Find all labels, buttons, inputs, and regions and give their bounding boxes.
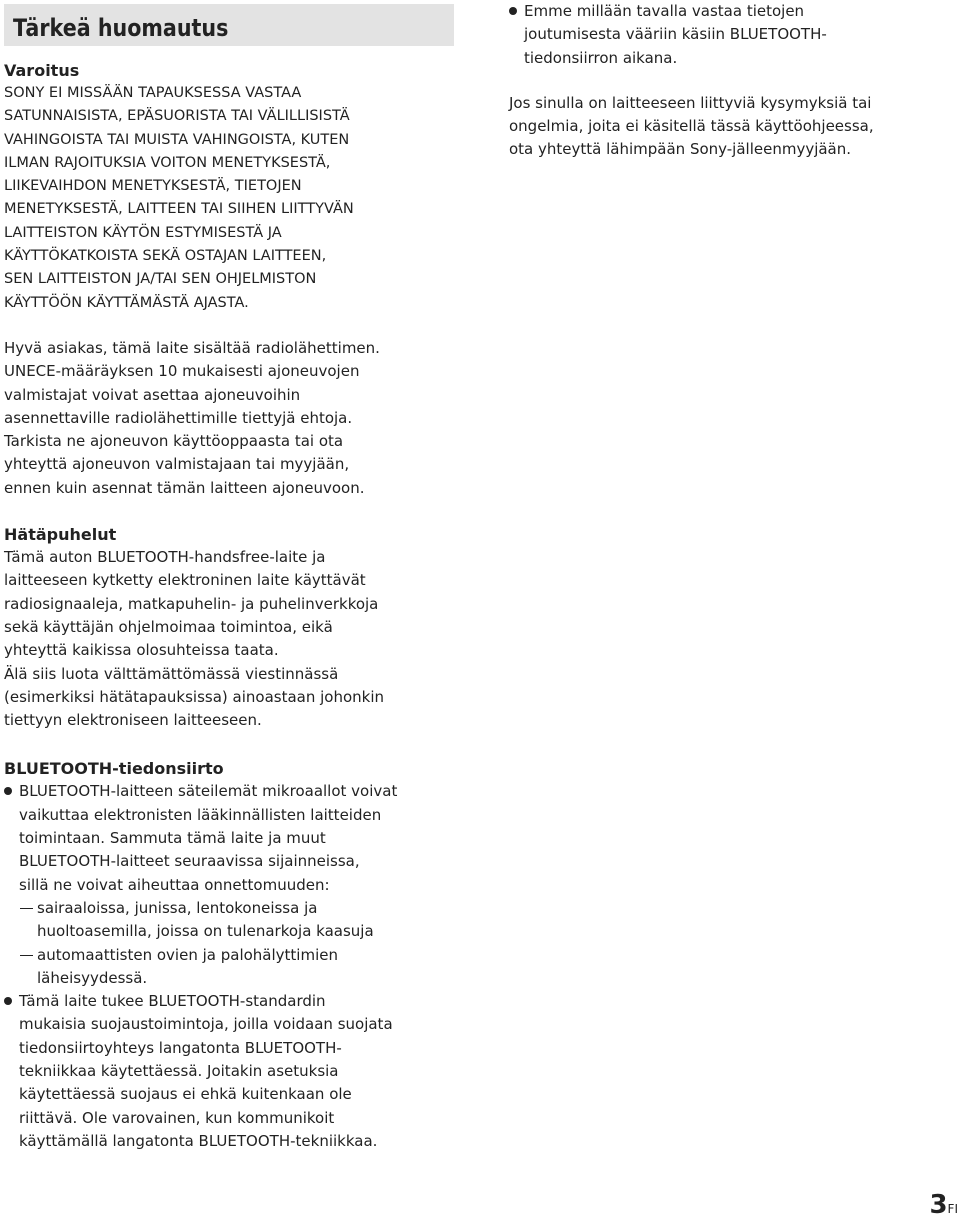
text-line: sekä käyttäjän ohjelmoimaa toimintoa, eikä [4, 617, 333, 636]
text-line: SATUNNAISISTA, EPÄSUORISTA TAI VÄLILLISISTÄ [4, 108, 350, 125]
text-line: tiedonsiirtoyhteys langatonta BLUETOOTH- [19, 1038, 342, 1057]
text-line: ota yhteyttä lähimpään Sony-jälleenmyyjään. [509, 140, 852, 159]
text-line: Tarkista ne ajoneuvon käyttöoppaasta tai ota [4, 432, 344, 451]
text-line: Tämä auton BLUETOOTH-handsfree-laite ja [4, 548, 326, 567]
text-line: mukaisia suojaustoimintoja, joilla voidaan suojata [19, 1015, 393, 1034]
text-line: yhteyttä ajoneuvon valmistajaan tai myyjään, [4, 455, 350, 474]
text-line: SEN LAITTEISTON JA/TAI SEN OHJELMISTON [4, 271, 317, 288]
text-line: vaikuttaa elektronisten lääkinnällisten laitteiden [19, 805, 382, 824]
bullet-item [4, 780, 454, 896]
text-line: käyttämällä langatonta BLUETOOTH-tekniikkaa. [19, 1131, 378, 1150]
text-line: UNECE-määräyksen 10 mukaisesti ajoneuvojen [4, 362, 360, 381]
text-line: LIIKEVAIHDON MENETYKSESTÄ, TIETOJEN [4, 178, 302, 195]
bullet-item [4, 990, 454, 1153]
text-line: SONY EI MISSÄÄN TAPAUKSESSA VASTAA [4, 85, 302, 101]
bluetooth-heading: BLUETOOTH-tiedonsiirto [4, 759, 224, 779]
text-line: KÄYTTÖKATKOISTA SEKÄ OSTAJAN LAITTEEN, [4, 248, 327, 265]
page-number [929, 1190, 958, 1220]
left-column [4, 60, 454, 1153]
warning-text [4, 82, 454, 315]
text-line: Emme millään tavalla vastaa tietojen [524, 2, 805, 20]
emergency-text [4, 546, 454, 732]
text-line: toimintaan. Sammuta tämä laite ja muut [19, 829, 326, 848]
text-line: Tämä laite tukee BLUETOOTH-standardin [19, 992, 326, 1011]
text-line: asennettaville radiolähettimille tiettyjä ehtoja. [4, 408, 353, 427]
text-line: käytettäessä suojaus ei ehkä kuitenkaan ole [19, 1085, 352, 1104]
page-number-value: 3 [929, 1190, 948, 1220]
text-line: yhteyttä kaikissa olosuhteissa taata. [4, 641, 279, 660]
text-line: BLUETOOTH-laitteet seuraavissa sijainneissa, [19, 852, 360, 871]
page-language-code: FI [947, 1202, 958, 1216]
dash-item [4, 944, 454, 991]
text-line: MENETYKSESTÄ, LAITTEEN TAI SIIHEN LIITTYVÄN [4, 201, 354, 218]
warning-section [4, 60, 454, 315]
text-line: LAITTEISTON KÄYTÖN ESTYMISESTÄ JA [4, 224, 282, 241]
text-line: KÄYTTÖÖN KÄYTTÄMÄSTÄ AJASTA. [4, 294, 249, 311]
text-line: valmistajat voivat asettaa ajoneuvoihin [4, 385, 301, 404]
text-line: ongelmia, joita ei käsitellä tässä käyttöohjeessa, [509, 117, 874, 136]
text-line: VAHINGOISTA TAI MUISTA VAHINGOISTA, KUTEN [4, 131, 350, 148]
contact-note [509, 92, 954, 162]
emergency-heading: Hätäpuhelut [4, 525, 117, 545]
text-line: radiosignaaleja, matkapuhelin- ja puhelinverkkoja [4, 594, 379, 613]
text-line: sairaaloissa, junissa, lentokoneissa ja [37, 898, 318, 917]
text-line: automaattisten ovien ja palohälyttimien [37, 945, 338, 964]
warning-heading: Varoitus [4, 61, 80, 80]
text-line: ILMAN RAJOITUKSIA VOITON MENETYKSESTÄ, [4, 154, 331, 171]
emergency-section [4, 524, 454, 732]
text-line: joutumisesta vääriin käsiin BLUETOOTH- [524, 25, 827, 44]
text-line: Jos sinulla on laitteeseen liittyviä kysymyksiä tai [509, 93, 872, 112]
header-band [4, 4, 454, 46]
text-line: Hyvä asiakas, tämä laite sisältää radiolähettimen. [4, 338, 380, 357]
text-line: ennen kuin asennat tämän laitteen ajoneuvoon. [4, 478, 365, 497]
text-line: (esimerkiksi hätätapauksissa) ainoastaan johonkin [4, 687, 385, 706]
text-line: huoltoasemilla, joissa on tulenarkoja kaasuja [37, 922, 374, 941]
text-line: sillä ne voivat aiheuttaa onnettomuuden: [19, 875, 330, 894]
page-title: Tärkeä huomautus [13, 14, 229, 42]
text-line: riittävä. Ole varovainen, kun kommunikoit [19, 1108, 335, 1127]
text-line: Älä siis luota välttämättömässä viestinnässä [4, 664, 339, 683]
right-column [509, 0, 954, 162]
dash-item [4, 897, 454, 944]
bullet-item [509, 0, 954, 70]
text-line: laitteeseen kytketty elektroninen laite käyttävät [4, 571, 366, 590]
text-line: BLUETOOTH-laitteen säteilemät mikroaallot voivat [19, 782, 398, 801]
text-line: tekniikkaa käytettäessä. Joitakin asetuksia [19, 1061, 339, 1080]
text-line: tiettyyn elektroniseen laitteeseen. [4, 711, 262, 730]
bluetooth-section [4, 758, 454, 1153]
text-line: läheisyydessä. [37, 968, 148, 987]
text-line: tiedonsiirron aikana. [524, 48, 678, 67]
radio-notice [4, 337, 454, 500]
